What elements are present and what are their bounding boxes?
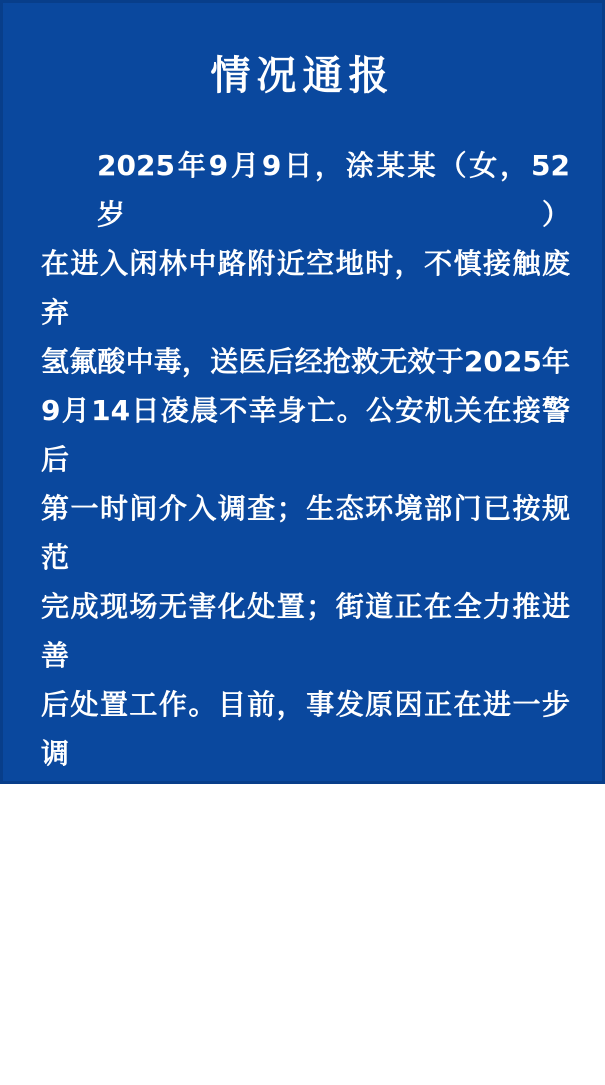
body-line: 第一时间介入调查；生态环境部门已按规范 [41,492,570,574]
body-line: 后处置工作。目前，事发原因正在进一步调 [41,688,570,770]
body-line: 和惋惜，向当事人家属表示深切慰问。 [41,884,518,917]
body-line: 完成现场无害化处置；街道正在全力推进善 [41,590,570,672]
body-line: 在进入闲林中路附近空地时，不慎接触废弃 [41,247,570,329]
signature-date: 2025年9月15日 [331,1045,552,1078]
signature-issuer: 闲林街道办事处 [355,999,552,1032]
body-line: 氢氟酸中毒，送医后经抢救无效于2025年 [41,345,570,378]
body-line: 9月14日凌晨不幸身亡。公安机关在接警后 [41,394,570,476]
notice-signature [3,993,552,1085]
body-line: 查中。对涂某某的不幸离世，我们深表痛心 [41,786,570,868]
body-line: 2025年9月9日，涂某某（女，52岁） [97,149,570,231]
notice-body [41,141,570,925]
notice-title: 情况通报 [210,53,395,99]
